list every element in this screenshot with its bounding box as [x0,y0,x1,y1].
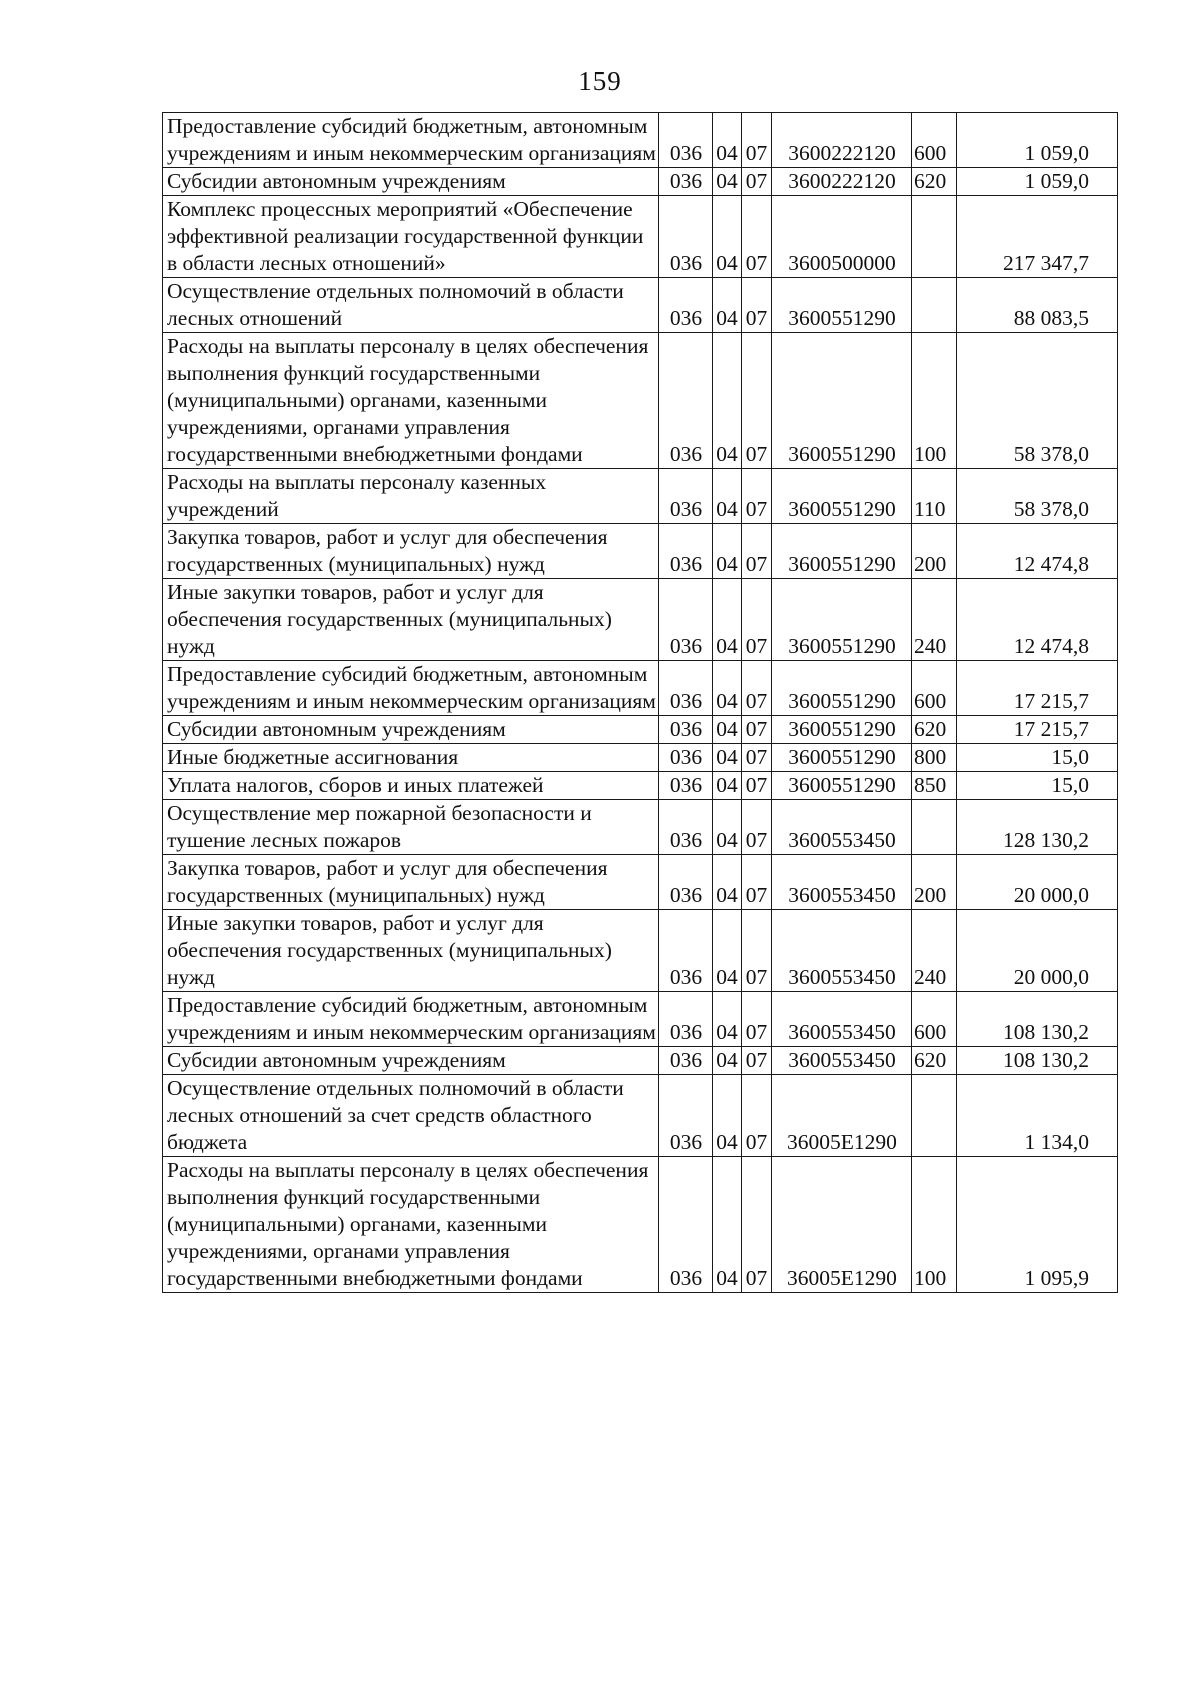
section-code-cell: 04 [713,168,742,196]
target-article-cell: 3600500000 [772,196,912,278]
expense-type-cell: 620 [912,716,957,744]
expense-name-cell: Субсидии автономным учреждениям [163,1047,659,1075]
amount-cell: 1 059,0 [957,113,1118,168]
target-article-cell: 3600551290 [772,333,912,469]
table-row [163,278,1118,333]
expense-type-cell: 620 [912,1047,957,1075]
target-article-cell: 3600551290 [772,661,912,716]
subsection-code-cell: 07 [742,524,772,579]
amount-cell: 1 095,9 [957,1157,1118,1293]
department-code-cell: 036 [659,910,713,992]
target-article-cell: 36005Е1290 [772,1075,912,1157]
subsection-code-cell: 07 [742,1157,772,1293]
target-article-cell: 3600551290 [772,772,912,800]
amount-cell: 20 000,0 [957,910,1118,992]
department-code-cell: 036 [659,716,713,744]
amount-cell: 17 215,7 [957,716,1118,744]
amount-cell: 58 378,0 [957,333,1118,469]
target-article-cell: 3600553450 [772,1047,912,1075]
subsection-code-cell: 07 [742,579,772,661]
table-row [163,579,1118,661]
table-row [163,744,1118,772]
subsection-code-cell: 07 [742,855,772,910]
table-row [163,524,1118,579]
table-row [163,1075,1118,1157]
subsection-code-cell: 07 [742,910,772,992]
amount-cell: 12 474,8 [957,524,1118,579]
expense-type-cell: 800 [912,744,957,772]
department-code-cell: 036 [659,800,713,855]
expense-type-cell: 600 [912,992,957,1047]
expense-name-cell: Иные закупки товаров, работ и услуг для обеспечения государственных (муниципальных) нужд [163,579,659,661]
table-row [163,910,1118,992]
expense-name-cell: Расходы на выплаты персоналу в целях обеспечения выполнения функций государственными (муниципальными) органами, казенными учреждениями, органами управления государственными внебюджетными фондами [163,333,659,469]
expense-name-cell: Иные закупки товаров, работ и услуг для обеспечения государственных (муниципальных) нужд [163,910,659,992]
expense-type-cell: 240 [912,910,957,992]
table-row [163,168,1118,196]
expense-name-cell: Осуществление отдельных полномочий в области лесных отношений [163,278,659,333]
subsection-code-cell: 07 [742,196,772,278]
department-code-cell: 036 [659,196,713,278]
table-row [163,855,1118,910]
section-code-cell: 04 [713,855,742,910]
table-row [163,800,1118,855]
section-code-cell: 04 [713,278,742,333]
amount-cell: 1 059,0 [957,168,1118,196]
expense-name-cell: Расходы на выплаты персоналу казенных учреждений [163,469,659,524]
department-code-cell: 036 [659,168,713,196]
table-row [163,992,1118,1047]
target-article-cell: 3600222120 [772,113,912,168]
subsection-code-cell: 07 [742,716,772,744]
subsection-code-cell: 07 [742,744,772,772]
subsection-code-cell: 07 [742,333,772,469]
target-article-cell: 3600551290 [772,524,912,579]
subsection-code-cell: 07 [742,772,772,800]
table-row [163,772,1118,800]
section-code-cell: 04 [713,524,742,579]
expense-name-cell: Осуществление мер пожарной безопасности и тушение лесных пожаров [163,800,659,855]
section-code-cell: 04 [713,661,742,716]
expense-name-cell: Закупка товаров, работ и услуг для обеспечения государственных (муниципальных) нужд [163,524,659,579]
expense-type-cell: 600 [912,113,957,168]
target-article-cell: 3600222120 [772,168,912,196]
department-code-cell: 036 [659,333,713,469]
department-code-cell: 036 [659,1047,713,1075]
amount-cell: 217 347,7 [957,196,1118,278]
expense-name-cell: Предоставление субсидий бюджетным, автономным учреждениям и иным некоммерческим организациям [163,661,659,716]
subsection-code-cell: 07 [742,1075,772,1157]
table-row [163,113,1118,168]
section-code-cell: 04 [713,772,742,800]
department-code-cell: 036 [659,744,713,772]
table-row [163,1047,1118,1075]
expense-name-cell: Предоставление субсидий бюджетным, автономным учреждениям и иным некоммерческим организациям [163,992,659,1047]
target-article-cell: 3600551290 [772,579,912,661]
expense-name-cell: Субсидии автономным учреждениям [163,716,659,744]
section-code-cell: 04 [713,910,742,992]
section-code-cell: 04 [713,716,742,744]
section-code-cell: 04 [713,800,742,855]
budget-table-container [162,112,1118,1293]
table-row [163,1157,1118,1293]
subsection-code-cell: 07 [742,113,772,168]
expense-type-cell: 240 [912,579,957,661]
subsection-code-cell: 07 [742,1047,772,1075]
table-row [163,716,1118,744]
target-article-cell: 3600551290 [772,469,912,524]
section-code-cell: 04 [713,196,742,278]
expense-type-cell: 100 [912,1157,957,1293]
amount-cell: 128 130,2 [957,800,1118,855]
expense-name-cell: Осуществление отдельных полномочий в области лесных отношений за счет средств областного бюджета [163,1075,659,1157]
expense-name-cell: Уплата налогов, сборов и иных платежей [163,772,659,800]
section-code-cell: 04 [713,992,742,1047]
amount-cell: 1 134,0 [957,1075,1118,1157]
expense-name-cell: Предоставление субсидий бюджетным, автономным учреждениям и иным некоммерческим организациям [163,113,659,168]
expense-name-cell: Закупка товаров, работ и услуг для обеспечения государственных (муниципальных) нужд [163,855,659,910]
section-code-cell: 04 [713,744,742,772]
subsection-code-cell: 07 [742,661,772,716]
section-code-cell: 04 [713,333,742,469]
expense-name-cell: Субсидии автономным учреждениям [163,168,659,196]
section-code-cell: 04 [713,579,742,661]
target-article-cell: 3600551290 [772,716,912,744]
subsection-code-cell: 07 [742,992,772,1047]
subsection-code-cell: 07 [742,469,772,524]
department-code-cell: 036 [659,772,713,800]
expense-type-cell: 110 [912,469,957,524]
budget-table [162,112,1118,1293]
department-code-cell: 036 [659,661,713,716]
amount-cell: 58 378,0 [957,469,1118,524]
subsection-code-cell: 07 [742,800,772,855]
expense-type-cell: 600 [912,661,957,716]
amount-cell: 15,0 [957,772,1118,800]
amount-cell: 17 215,7 [957,661,1118,716]
target-article-cell: 3600553450 [772,855,912,910]
section-code-cell: 04 [713,1075,742,1157]
target-article-cell: 3600553450 [772,910,912,992]
target-article-cell: 3600553450 [772,800,912,855]
expense-type-cell: 100 [912,333,957,469]
department-code-cell: 036 [659,992,713,1047]
department-code-cell: 036 [659,524,713,579]
target-article-cell: 36005Е1290 [772,1157,912,1293]
target-article-cell: 3600553450 [772,992,912,1047]
subsection-code-cell: 07 [742,278,772,333]
budget-table-body [163,113,1118,1293]
table-row [163,469,1118,524]
section-code-cell: 04 [713,1047,742,1075]
expense-type-cell: 850 [912,772,957,800]
expense-type-cell: 200 [912,524,957,579]
amount-cell: 108 130,2 [957,992,1118,1047]
section-code-cell: 04 [713,113,742,168]
department-code-cell: 036 [659,855,713,910]
amount-cell: 88 083,5 [957,278,1118,333]
amount-cell: 12 474,8 [957,579,1118,661]
section-code-cell: 04 [713,1157,742,1293]
page-number: 159 [578,66,622,96]
expense-name-cell: Комплекс процессных мероприятий «Обеспечение эффективной реализации государственной функции в области лесных отношений» [163,196,659,278]
amount-cell: 15,0 [957,744,1118,772]
department-code-cell: 036 [659,1157,713,1293]
expense-type-cell [912,196,957,278]
table-row [163,661,1118,716]
department-code-cell: 036 [659,469,713,524]
table-row [163,333,1118,469]
expense-type-cell [912,278,957,333]
expense-name-cell: Иные бюджетные ассигнования [163,744,659,772]
department-code-cell: 036 [659,278,713,333]
subsection-code-cell: 07 [742,168,772,196]
expense-type-cell: 200 [912,855,957,910]
target-article-cell: 3600551290 [772,744,912,772]
expense-type-cell [912,800,957,855]
department-code-cell: 036 [659,113,713,168]
expense-type-cell [912,1075,957,1157]
expense-name-cell: Расходы на выплаты персоналу в целях обеспечения выполнения функций государственными (муниципальными) органами, казенными учреждениями, органами управления государственными внебюджетными фондами [163,1157,659,1293]
table-row [163,196,1118,278]
department-code-cell: 036 [659,1075,713,1157]
department-code-cell: 036 [659,579,713,661]
amount-cell: 108 130,2 [957,1047,1118,1075]
amount-cell: 20 000,0 [957,855,1118,910]
expense-type-cell: 620 [912,168,957,196]
section-code-cell: 04 [713,469,742,524]
target-article-cell: 3600551290 [772,278,912,333]
